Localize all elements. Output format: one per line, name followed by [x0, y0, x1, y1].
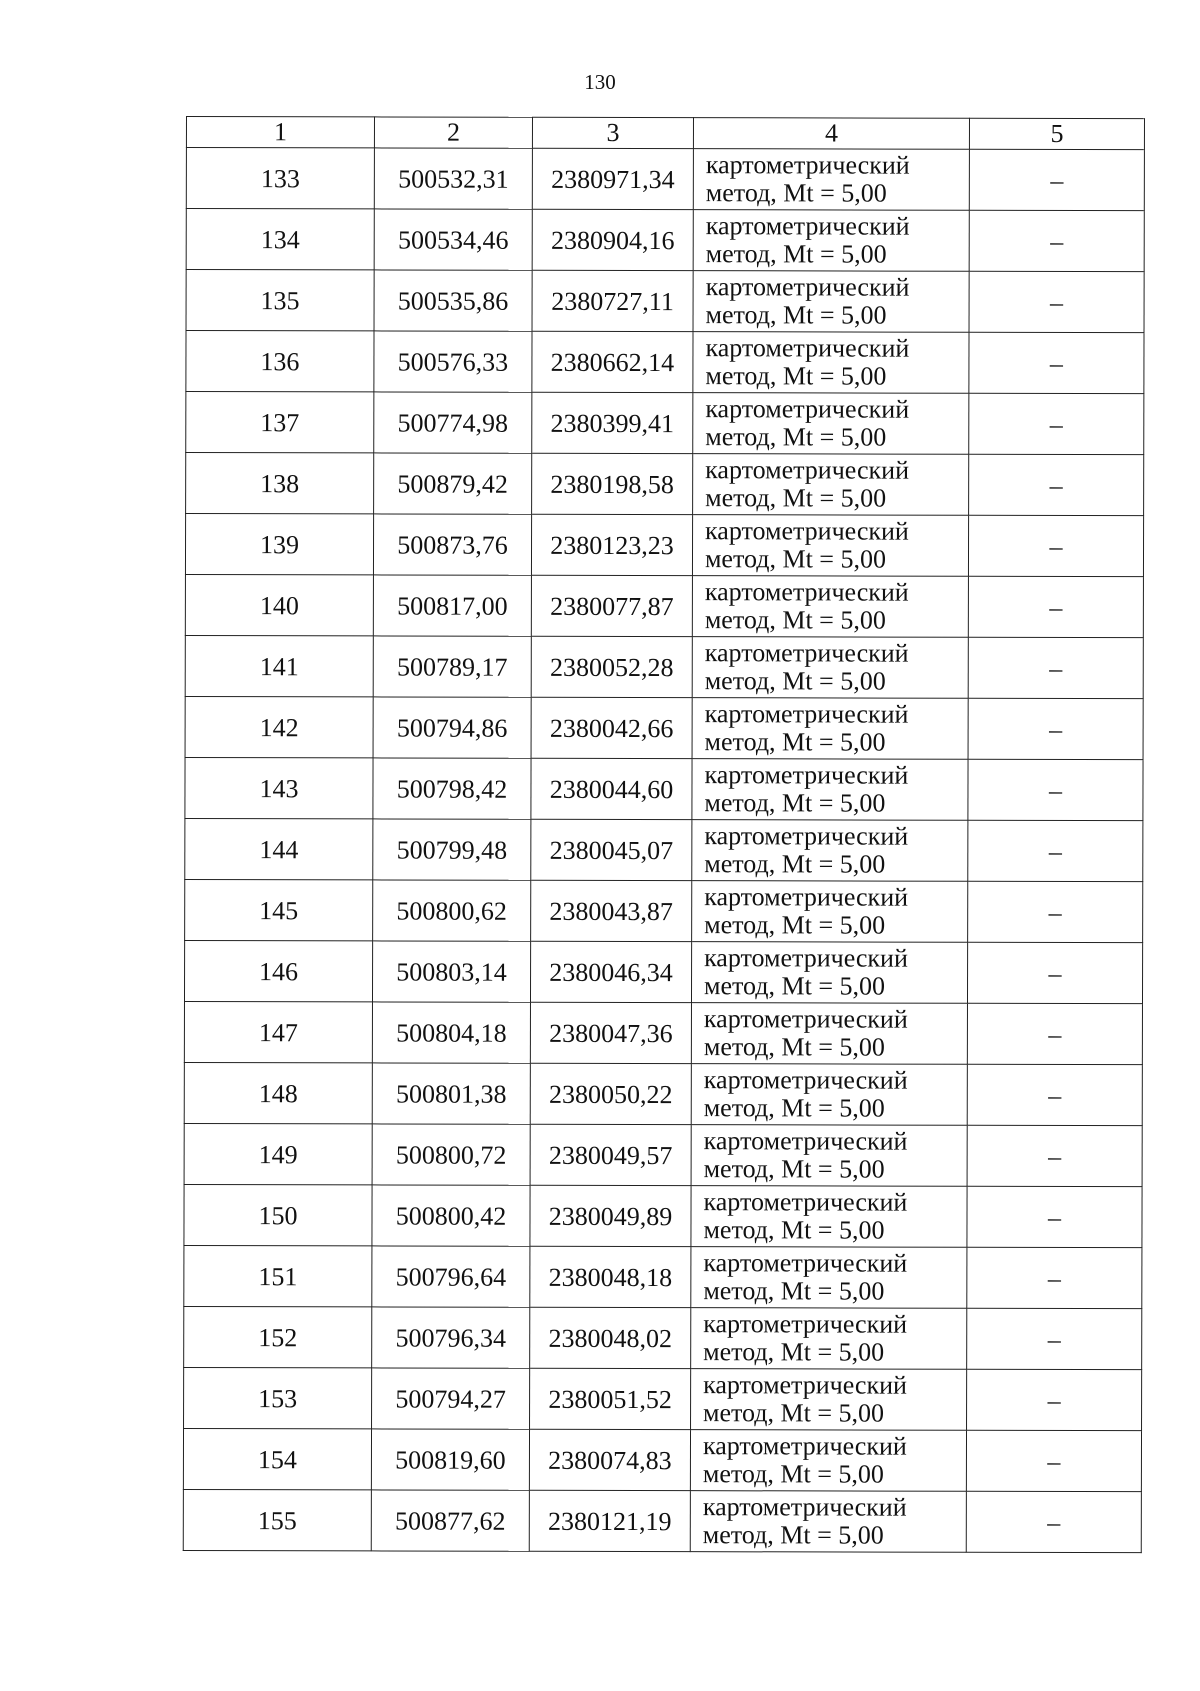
method-cell	[692, 759, 968, 821]
note-cell: –	[967, 1125, 1142, 1186]
method-cell	[691, 1247, 967, 1309]
method-cell	[692, 515, 968, 577]
method-cell	[692, 820, 968, 882]
note-cell: –	[969, 271, 1144, 332]
method-line-2: метод, Mt = 5,00	[704, 849, 886, 879]
x-coordinate-cell: 500796,34	[372, 1307, 530, 1368]
method-line-2: метод, Mt = 5,00	[703, 1337, 885, 1367]
method-line-2: метод, Mt = 5,00	[704, 544, 887, 574]
method-line-2: метод, Mt = 5,00	[702, 1459, 884, 1489]
method-line-1: картометрический	[705, 150, 910, 180]
method-cell	[690, 1491, 966, 1553]
method-line-2: метод, Mt = 5,00	[705, 483, 887, 513]
note-cell: –	[968, 881, 1143, 942]
x-coordinate-cell: 500789,17	[373, 636, 531, 697]
point-number-cell: 153	[184, 1367, 372, 1428]
method-line-1: картометрический	[704, 760, 909, 790]
method-cell	[692, 881, 968, 943]
method-cell	[693, 271, 969, 333]
x-coordinate-cell: 500873,76	[373, 514, 531, 575]
table-row	[186, 331, 1144, 394]
point-number-cell: 147	[184, 1001, 372, 1062]
y-coordinate-cell: 2380046,34	[530, 941, 691, 1002]
table-row	[183, 1428, 1141, 1491]
y-coordinate-cell: 2380047,36	[530, 1002, 691, 1063]
table-row	[186, 392, 1144, 455]
x-coordinate-cell: 500804,18	[372, 1002, 530, 1063]
x-coordinate-cell: 500576,33	[374, 331, 532, 392]
method-line-1: картометрический	[702, 1492, 907, 1522]
point-number-cell: 141	[185, 635, 373, 696]
y-coordinate-cell: 2380052,28	[531, 636, 692, 697]
y-coordinate-cell: 2380399,41	[532, 392, 693, 453]
method-line-2: метод, Mt = 5,00	[703, 1398, 885, 1428]
point-number-cell: 151	[184, 1245, 372, 1306]
table-row	[185, 696, 1143, 759]
table-row	[184, 1306, 1142, 1369]
column-header-3: 3	[532, 117, 693, 148]
table-row	[184, 1245, 1142, 1308]
method-line-1: картометрический	[702, 1431, 907, 1461]
method-cell	[691, 1125, 967, 1187]
method-line-1: картометрический	[705, 516, 909, 546]
method-line-1: картометрический	[703, 1126, 908, 1156]
note-cell: –	[969, 210, 1144, 271]
method-line-1: картометрический	[705, 455, 910, 485]
x-coordinate-cell: 500877,62	[371, 1490, 529, 1551]
note-cell: –	[966, 1491, 1141, 1552]
point-number-cell: 142	[185, 696, 373, 757]
method-line-2: метод, Mt = 5,00	[703, 1032, 885, 1062]
point-number-cell: 150	[184, 1184, 372, 1245]
method-line-1: картометрический	[705, 211, 910, 241]
method-cell	[691, 1308, 967, 1370]
x-coordinate-cell: 500801,38	[372, 1063, 530, 1124]
table-row	[185, 879, 1143, 942]
y-coordinate-cell: 2380044,60	[531, 758, 692, 819]
method-line-1: картометрический	[704, 943, 908, 973]
y-coordinate-cell: 2380123,23	[531, 514, 692, 575]
table-row	[185, 514, 1143, 577]
method-line-2: метод, Mt = 5,00	[704, 910, 886, 940]
note-cell: –	[967, 942, 1142, 1003]
column-header-2: 2	[374, 117, 532, 148]
method-line-1: картометрический	[704, 577, 909, 607]
column-header-1: 1	[186, 117, 374, 148]
method-line-1: картометрический	[703, 1370, 907, 1400]
method-cell	[691, 942, 967, 1004]
point-number-cell: 146	[184, 940, 372, 1001]
method-line-2: метод, Mt = 5,00	[703, 1093, 885, 1123]
method-line-1: картометрический	[703, 1248, 908, 1278]
method-line-2: метод, Mt = 5,00	[703, 971, 886, 1001]
method-line-2: метод, Mt = 5,00	[704, 666, 886, 696]
note-cell: –	[967, 1186, 1142, 1247]
method-line-2: метод, Mt = 5,00	[705, 178, 887, 208]
method-line-2: метод, Mt = 5,00	[704, 727, 886, 757]
y-coordinate-cell: 2380042,66	[531, 697, 692, 758]
method-cell	[693, 210, 969, 272]
note-cell: –	[967, 1369, 1142, 1430]
point-number-cell: 154	[183, 1428, 371, 1489]
method-line-2: метод, Mt = 5,00	[705, 361, 887, 391]
point-number-cell: 152	[184, 1306, 372, 1367]
point-number-cell: 140	[185, 574, 373, 635]
method-line-2: метод, Mt = 5,00	[703, 1154, 885, 1184]
table-row	[184, 1123, 1142, 1186]
table-row	[185, 818, 1143, 881]
method-line-1: картометрический	[705, 333, 910, 363]
table-row	[184, 940, 1142, 1003]
y-coordinate-cell: 2380727,11	[532, 270, 693, 331]
method-line-2: метод, Mt = 5,00	[705, 239, 887, 269]
method-line-1: картометрический	[703, 1187, 908, 1217]
method-line-2: метод, Mt = 5,00	[705, 300, 887, 330]
method-line-1: картометрический	[704, 699, 909, 729]
table-row	[184, 1367, 1142, 1430]
method-line-1: картометрический	[705, 272, 910, 302]
x-coordinate-cell: 500800,62	[373, 880, 531, 941]
note-cell: –	[969, 393, 1144, 454]
note-cell: –	[968, 637, 1143, 698]
y-coordinate-cell: 2380904,16	[532, 209, 693, 270]
method-cell	[691, 1186, 967, 1248]
point-number-cell: 134	[186, 209, 374, 270]
method-cell	[693, 332, 969, 394]
point-number-cell: 155	[183, 1489, 371, 1550]
point-number-cell: 139	[185, 514, 373, 575]
method-line-2: метод, Mt = 5,00	[703, 1215, 885, 1245]
y-coordinate-cell: 2380074,83	[529, 1429, 690, 1490]
note-cell: –	[967, 1003, 1142, 1064]
note-cell: –	[967, 1064, 1142, 1125]
method-line-2: метод, Mt = 5,00	[704, 788, 886, 818]
note-cell: –	[968, 515, 1143, 576]
note-cell: –	[968, 576, 1143, 637]
x-coordinate-cell: 500817,00	[373, 575, 531, 636]
method-line-1: картометрический	[703, 1004, 908, 1034]
x-coordinate-cell: 500803,14	[372, 941, 530, 1002]
table-row	[186, 270, 1144, 333]
y-coordinate-cell: 2380048,18	[530, 1246, 691, 1307]
x-coordinate-cell: 500798,42	[373, 758, 531, 819]
note-cell: –	[969, 149, 1144, 210]
y-coordinate-cell: 2380048,02	[530, 1307, 691, 1368]
x-coordinate-cell: 500535,86	[374, 270, 532, 331]
method-cell	[690, 1430, 966, 1492]
point-number-cell: 148	[184, 1062, 372, 1123]
method-cell	[692, 637, 968, 699]
x-coordinate-cell: 500879,42	[374, 453, 532, 514]
table-row	[184, 1184, 1142, 1247]
y-coordinate-cell: 2380051,52	[530, 1368, 691, 1429]
point-number-cell: 138	[186, 453, 374, 514]
x-coordinate-cell: 500800,42	[372, 1185, 530, 1246]
note-cell: –	[967, 1247, 1142, 1308]
y-coordinate-cell: 2380077,87	[531, 575, 692, 636]
table-row	[184, 1062, 1142, 1125]
method-line-2: метод, Mt = 5,00	[703, 1276, 885, 1306]
method-cell	[691, 1064, 967, 1126]
method-cell	[691, 1003, 967, 1065]
point-number-cell: 143	[185, 757, 373, 818]
note-cell: –	[968, 820, 1143, 881]
table-row	[186, 453, 1144, 516]
method-line-2: метод, Mt = 5,00	[705, 422, 887, 452]
table-row	[185, 574, 1143, 637]
point-number-cell: 145	[185, 879, 373, 940]
y-coordinate-cell: 2380049,57	[530, 1124, 691, 1185]
method-cell	[693, 454, 969, 516]
point-number-cell: 149	[184, 1123, 372, 1184]
point-number-cell: 144	[185, 818, 373, 879]
method-cell	[692, 698, 968, 760]
x-coordinate-cell: 500800,72	[372, 1124, 530, 1185]
x-coordinate-cell: 500532,31	[374, 148, 532, 209]
table-row	[185, 635, 1143, 698]
method-line-1: картометрический	[704, 821, 909, 851]
y-coordinate-cell: 2380045,07	[531, 819, 692, 880]
method-line-1: картометрический	[703, 1309, 908, 1339]
table-row	[186, 148, 1144, 211]
method-line-2: метод, Mt = 5,00	[704, 605, 886, 635]
x-coordinate-cell: 500774,98	[374, 392, 532, 453]
y-coordinate-cell: 2380049,89	[530, 1185, 691, 1246]
note-cell: –	[969, 332, 1144, 393]
point-number-cell: 136	[186, 331, 374, 392]
column-header-5: 5	[969, 118, 1144, 149]
x-coordinate-cell: 500534,46	[374, 209, 532, 270]
point-number-cell: 133	[186, 148, 374, 209]
table-row	[185, 757, 1143, 820]
method-cell	[693, 149, 969, 211]
note-cell: –	[967, 1308, 1142, 1369]
table-body	[183, 148, 1144, 1553]
note-cell: –	[969, 454, 1144, 515]
method-line-1: картометрический	[703, 1065, 908, 1095]
table-row	[183, 1489, 1141, 1552]
point-number-cell: 135	[186, 270, 374, 331]
point-number-cell: 137	[186, 392, 374, 453]
column-header-4: 4	[693, 118, 969, 150]
method-line-2: метод, Mt = 5,00	[702, 1520, 884, 1550]
x-coordinate-cell: 500799,48	[373, 819, 531, 880]
page-number: 130	[584, 70, 616, 94]
y-coordinate-cell: 2380971,34	[532, 148, 693, 209]
note-cell: –	[968, 698, 1143, 759]
table-row	[186, 209, 1144, 272]
method-cell	[691, 1369, 967, 1431]
table-row	[184, 1001, 1142, 1064]
x-coordinate-cell: 500796,64	[372, 1246, 530, 1307]
x-coordinate-cell: 500794,86	[373, 697, 531, 758]
coordinates-table	[183, 116, 1145, 1553]
method-line-1: картометрический	[704, 882, 909, 912]
y-coordinate-cell: 2380121,19	[529, 1490, 690, 1551]
y-coordinate-cell: 2380662,14	[532, 331, 693, 392]
y-coordinate-cell: 2380198,58	[532, 453, 693, 514]
x-coordinate-cell: 500819,60	[371, 1429, 529, 1490]
x-coordinate-cell: 500794,27	[372, 1368, 530, 1429]
note-cell: –	[968, 759, 1143, 820]
table-header-row	[186, 117, 1144, 150]
note-cell: –	[966, 1430, 1141, 1491]
method-cell	[692, 576, 968, 638]
y-coordinate-cell: 2380043,87	[531, 880, 692, 941]
method-line-1: картометрический	[704, 638, 909, 668]
method-line-1: картометрический	[705, 394, 910, 424]
method-cell	[693, 393, 969, 455]
y-coordinate-cell: 2380050,22	[530, 1063, 691, 1124]
